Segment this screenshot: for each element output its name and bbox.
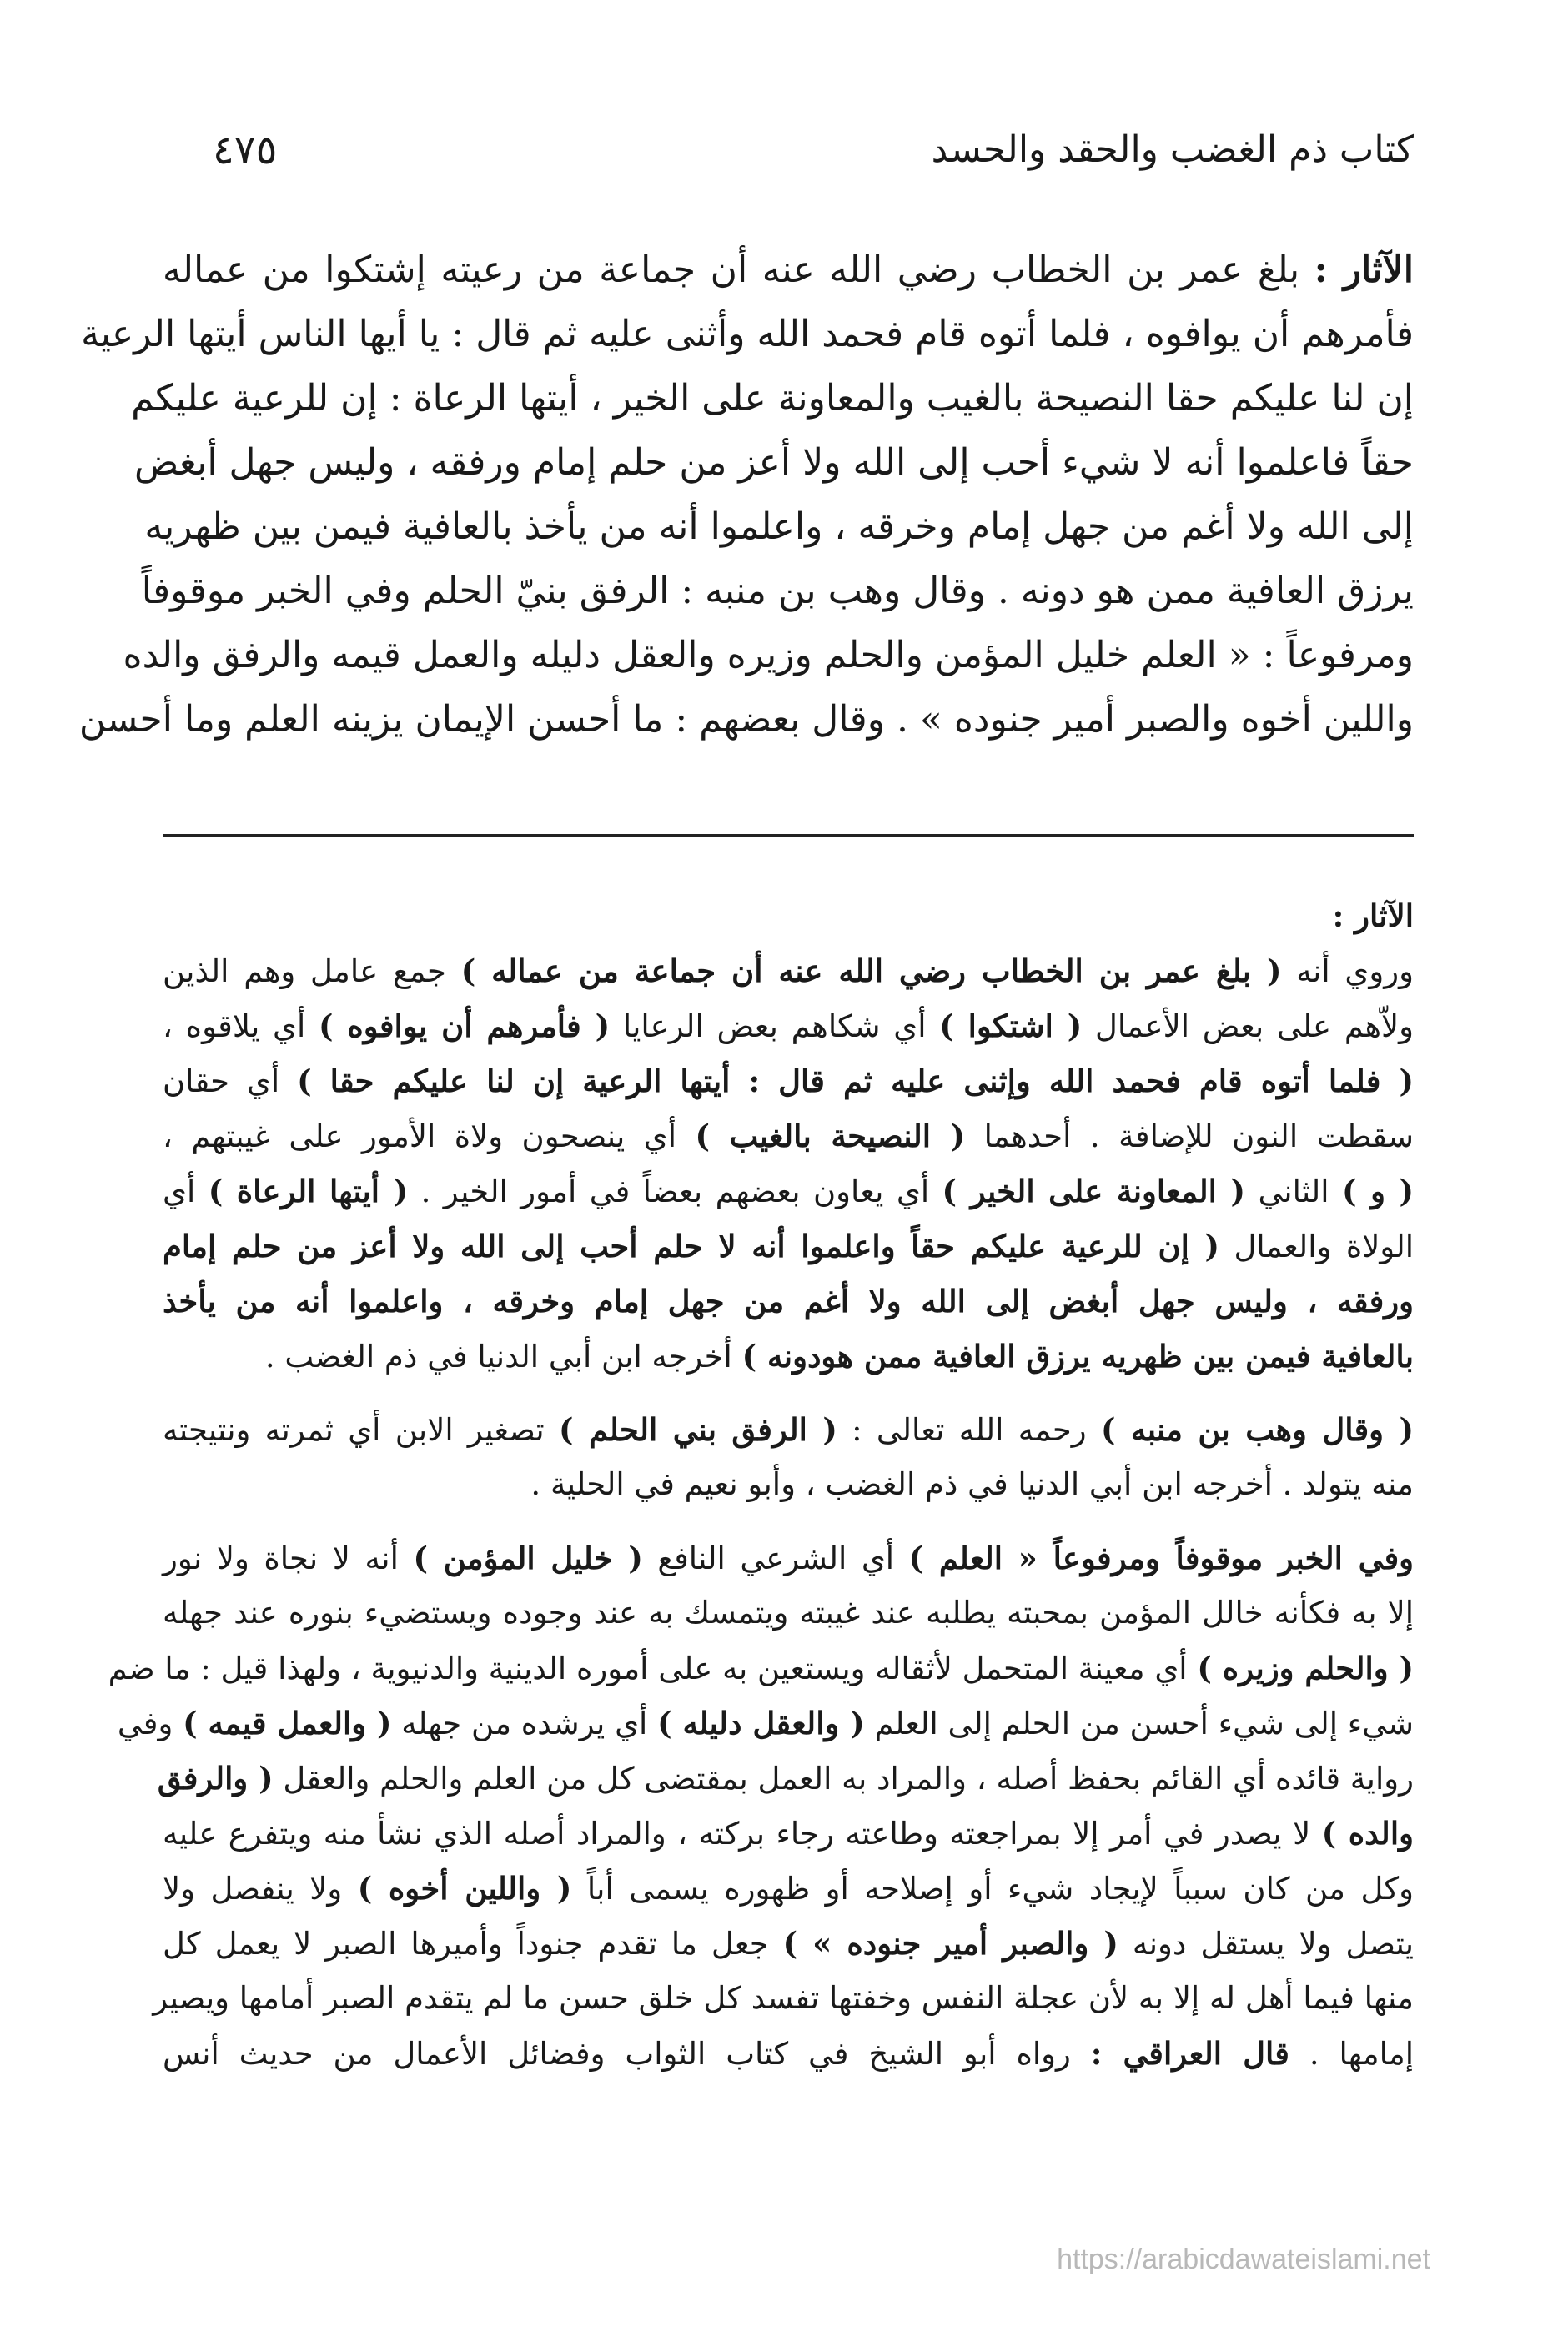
main-text-line <box>133 430 1414 495</box>
commentary-text: جعل ما تقدم جنوداً وأميرها الصبر لا يعمل كل <box>163 1926 783 1962</box>
quoted-matn: ( والعمل قيمه ) <box>183 1705 392 1741</box>
commentary-text: أي <box>163 1174 209 1209</box>
commentary-text: ولا ينفصل ولا <box>163 1871 358 1907</box>
commentary-text: لا يصدر في أمر إلا بمراجعته وطاعته رجاء بركته ، والمراد أصله الذي نشأ منه ويتفرع عليه <box>163 1816 1322 1852</box>
commentary-text: أي يلاقوه ، <box>163 1008 319 1044</box>
quoted-matn: ( فلما أتوه قام فحمد الله وإثنى عليه ثم قال : أيتها الرعية إن لنا عليكم حقا ) <box>297 1063 1414 1099</box>
commentary-line <box>163 1806 1414 1861</box>
quoted-matn: ( إن للرعية عليكم حقاً واعلموا أنه لا حلم أحب إلى الله ولا أعز من حلم إمام <box>163 1228 1220 1264</box>
quoted-matn: ( و ) <box>1342 1173 1414 1209</box>
commentary-line <box>153 1971 1414 2026</box>
commentary-text: أي معينة المتحمل لأثقاله ويستعين به على أموره الدينية والدنيوية ، ولهذا قيل : ما ضم <box>108 1651 1198 1686</box>
quoted-matn: ( المعاونة على الخير ) <box>942 1173 1246 1209</box>
quoted-matn: ( والرفق <box>157 1760 274 1797</box>
commentary-line <box>163 1861 1414 1916</box>
commentary-text: سقطت النون للإضافة . أحدهما <box>965 1118 1414 1154</box>
main-text-content: إلى الله ولا أغم من جهل إمام وخرقه ، واعلموا أنه من يأخذ بالعافية فيمن بين ظهريه <box>144 505 1414 548</box>
commentary-text: إمامها . <box>1289 2036 1415 2072</box>
commentary-text: يتصل ولا يستقل دونه <box>1118 1926 1414 1962</box>
page-number: ٤٧٥ <box>213 127 278 173</box>
commentary-text: أي شكاهم بعض الرعايا <box>610 1008 940 1044</box>
quoted-matn: ( وقال وهب بن منبه ) <box>1100 1411 1414 1448</box>
commentary-text: ولاّهم على بعض الأعمال <box>1082 1008 1414 1044</box>
commentary-line <box>163 1163 1414 1219</box>
quoted-matn: بالعافية فيمن بين ظهريه يرزق العافية ممن هودونه ) <box>741 1338 1414 1375</box>
quoted-matn: ( والصبر أمير جنوده » ) <box>782 1925 1118 1962</box>
quoted-matn: ( خليل المؤمن ) <box>413 1540 643 1576</box>
quoted-matn: ( النصيحة بالغيب ) <box>695 1118 966 1154</box>
commentary-text: الولاة والعمال <box>1219 1229 1414 1264</box>
commentary-line <box>163 1108 1414 1163</box>
watermark: https://arabicdawateislami.net <box>1057 2244 1430 2275</box>
commentary-text: جمع عامل وهم الذين <box>163 953 461 989</box>
commentary-text: أي الشرعي النافع <box>642 1540 909 1576</box>
section-divider <box>163 834 1414 837</box>
commentary-text: أنه لا نجاة ولا نور <box>163 1540 414 1576</box>
commentary-heading: الآثار : <box>1332 897 1414 934</box>
commentary-line <box>163 1329 1414 1384</box>
quoted-matn: ( الرفق بني الحلم ) <box>559 1411 837 1448</box>
quoted-matn: قال العراقي : <box>1090 2035 1289 2072</box>
commentary-text: إلا به فكأنه خالل المؤمن بمحبته يطلبه عند غيبته ويتمسك به عند وجوده ويستضيء بنوره عند جهله <box>163 1595 1414 1631</box>
commentary-line <box>163 943 1414 998</box>
commentary-text: أي ينصحون ولاة الأمور على غيبتهم ، <box>163 1118 696 1154</box>
commentary-line <box>163 1402 1414 1457</box>
quoted-matn: ورفقه ، وليس جهل أبغض إلى الله ولا أغم من جهل إمام وخرقه ، واعلموا أنه من يأخذ <box>163 1283 1414 1319</box>
quoted-matn: ( فأمرهم أن يوافوه ) <box>318 1008 611 1044</box>
commentary-text: وكل من كان سبباً لإيجاد شيء أو إصلاحه أو ظهوره يسمى أباً <box>571 1871 1414 1907</box>
main-text-line <box>78 687 1414 751</box>
main-text-line <box>144 495 1414 559</box>
commentary-block <box>108 888 1415 2081</box>
main-text-line <box>123 623 1414 687</box>
quoted-matn: ( واللين أخوه ) <box>357 1870 572 1907</box>
commentary-line <box>163 1916 1414 1971</box>
commentary-text: الثاني <box>1245 1174 1343 1209</box>
main-text-content: واللين أخوه والصبر أمير جنوده » . وقال بعضهم : ما أحسن الإيمان يزينه العلم وما أحسن <box>78 698 1414 741</box>
commentary-text: منها فيما أهل له إلا به لأن عجلة النفس وخفتها تفسد كل خلق حسن ما لم يتقدم الصبر أمامها ويصير <box>153 1980 1414 2016</box>
commentary-line <box>117 1696 1414 1751</box>
commentary-line <box>163 1457 1414 1512</box>
commentary-text: وروي أنه <box>1281 953 1414 989</box>
main-text-content: فأمرهم أن يوافوه ، فلما أتوه قام فحمد الله وأثنى عليه ثم قال : يا أيها الناس أيتها الرعية <box>81 313 1414 355</box>
paragraph-gap <box>163 1512 1414 1530</box>
main-text-content: بلغ عمر بن الخطاب رضي الله عنه أن جماعة من رعيته إشتكوا من عماله <box>163 249 1314 291</box>
commentary-text: أي يعاون بعضهم بعضاً في أمور الخير . <box>408 1174 942 1209</box>
quoted-matn: ( بلغ عمر بن الخطاب رضي الله عنه أن جماعة من عماله ) <box>460 952 1282 989</box>
main-text-lead: الآثار : <box>1314 249 1414 291</box>
main-text-line <box>141 559 1414 623</box>
main-text-content: حقاً فاعلموا أنه لا شيء أحب إلى الله ولا أعز من حلم إمام ورفقه ، وليس جهل أبغض <box>133 441 1414 484</box>
quoted-matn: وفي الخبر موقوفاً ومرفوعاً « العلم ) <box>908 1540 1414 1576</box>
main-text-line <box>81 302 1414 366</box>
commentary-text: تصغير الابن أي ثمرته ونتيجته <box>163 1412 560 1448</box>
quoted-matn: ( أيتها الرعاة ) <box>208 1173 409 1209</box>
commentary-line <box>163 1219 1414 1274</box>
commentary-line <box>157 1751 1414 1806</box>
commentary-line <box>163 1053 1414 1108</box>
commentary-text: رواه أبو الشيخ في كتاب الثواب وفضائل الأعمال من حديث أنس <box>163 2036 1091 2072</box>
main-text-line <box>163 238 1414 302</box>
running-title: كتاب ذم الغضب والحقد والحسد <box>931 128 1414 171</box>
commentary-text: وفي <box>117 1706 183 1741</box>
commentary-line <box>163 1530 1414 1586</box>
quoted-matn: ( والعقل دليله ) <box>657 1705 865 1741</box>
commentary-text: شيء إلى شيء أحسن من الحلم إلى العلم <box>864 1706 1414 1741</box>
main-text-content: إن لنا عليكم حقا النصيحة بالغيب والمعاونة على الخير ، أيتها الرعاة : إن للرعية عليكم <box>131 377 1414 420</box>
commentary-line <box>163 1586 1414 1641</box>
commentary-line <box>163 2026 1414 2081</box>
quoted-matn: ( اشتكوا ) <box>939 1008 1083 1044</box>
main-text-content: ومرفوعاً : « العلم خليل المؤمن والحلم وزيره والعقل دليله والعمل قيمه والرفق والده <box>123 634 1414 676</box>
quoted-matn: والده ) <box>1321 1815 1414 1852</box>
quoted-matn: ( والحلم وزيره ) <box>1197 1650 1414 1686</box>
commentary-line <box>163 1274 1414 1329</box>
commentary-text: أي يرشده من جهله <box>391 1706 658 1741</box>
main-text-content: يرزق العافية ممن هو دونه . وقال وهب بن منبه : الرفق بنيّ الحلم وفي الخبر موقوفاً <box>141 570 1414 612</box>
commentary-text: أي حقان <box>163 1063 298 1099</box>
commentary-line <box>163 998 1414 1053</box>
page-header <box>163 125 1414 183</box>
main-text-block <box>78 238 1414 751</box>
paragraph-gap <box>163 1384 1414 1402</box>
main-text-line <box>131 366 1414 430</box>
commentary-text: رواية قائده أي القائم بحفظ أصله ، والمراد به العمل بمقتضى كل من العلم والحلم والعقل <box>273 1761 1414 1797</box>
commentary-text: رحمه الله تعالى : <box>837 1412 1101 1448</box>
commentary-text: أخرجه ابن أبي الدنيا في ذم الغضب . <box>264 1339 742 1375</box>
commentary-text: منه يتولد . أخرجه ابن أبي الدنيا في ذم الغضب ، وأبو نعيم في الحلية . <box>530 1466 1414 1502</box>
commentary-line <box>108 1641 1414 1696</box>
